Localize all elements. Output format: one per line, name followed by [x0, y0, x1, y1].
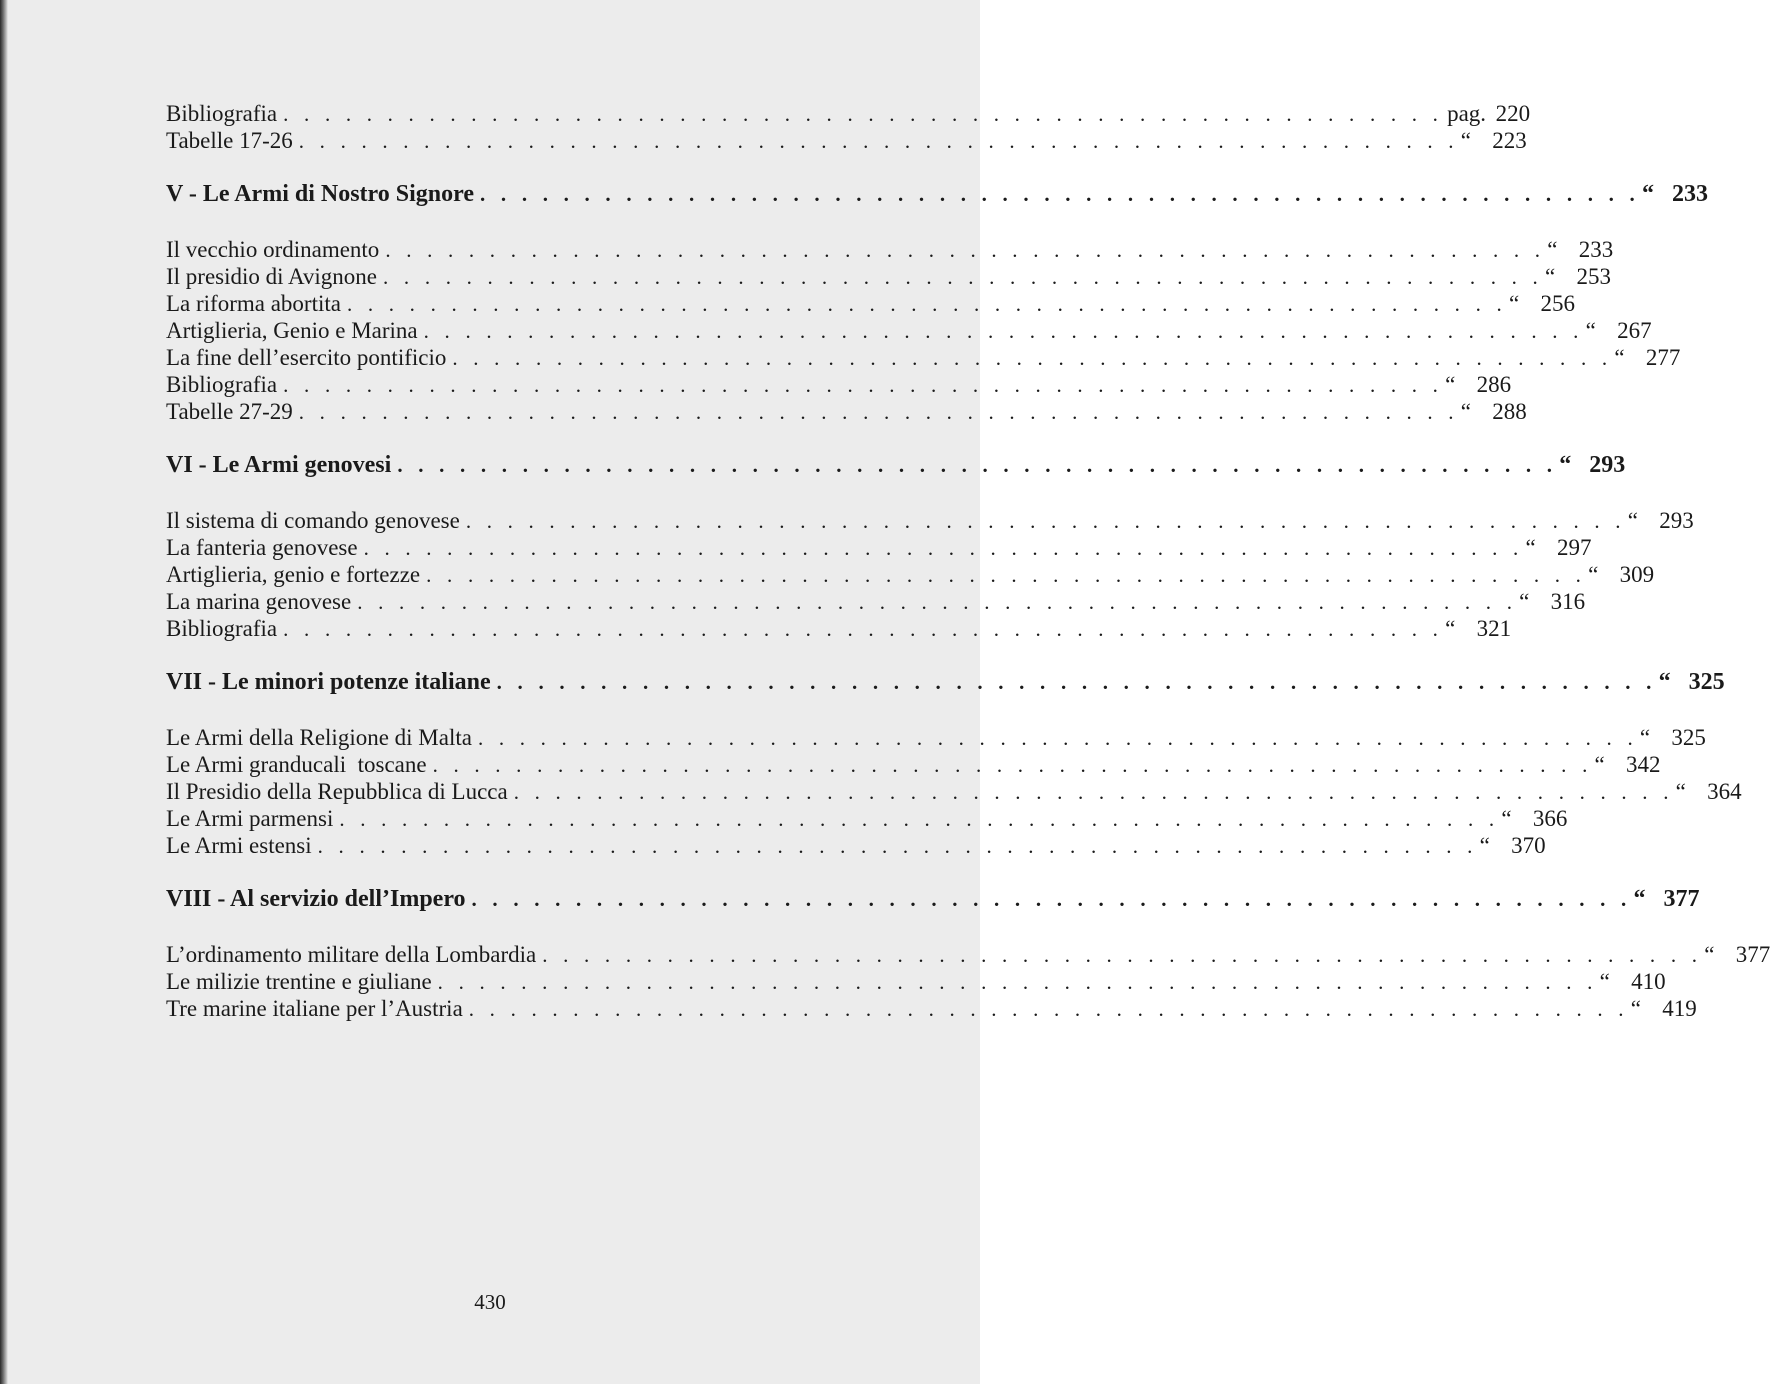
- page-number: 430: [474, 1290, 506, 1314]
- toc-entry: [166, 344, 1681, 371]
- toc-entry: [166, 100, 1531, 127]
- toc-entry-title: Bibliografia: [166, 101, 278, 126]
- chapter-page: 233: [1671, 181, 1708, 207]
- page-marker: pag.: [1447, 101, 1487, 126]
- chapter-page: 293: [1589, 452, 1626, 478]
- toc-entry-page: 277: [1645, 345, 1681, 370]
- toc-entry: [166, 588, 1586, 615]
- dot-leader: . . . . . . . . . . . . . . . . . . . . . . . . . . . . . . . . . . . . . . . . . . . . . . . . . . . . . . . .: [480, 182, 1640, 206]
- page-marker: “: [1614, 345, 1625, 370]
- dot-leader: . . . . . . . . . . . . . . . . . . . . . . . . . . . . . . . . . . . . . . . . . . . . . . . . . . . . . . . .: [383, 265, 1543, 289]
- table-of-contents: [166, 100, 1770, 1022]
- page-marker: “: [1599, 969, 1610, 994]
- toc-entry: [166, 724, 1706, 751]
- toc-entry: [166, 371, 1512, 398]
- toc-entry: [166, 263, 1611, 290]
- page-marker: “: [1594, 752, 1605, 777]
- toc-entry-page: 321: [1476, 616, 1512, 641]
- toc-entry-page: 419: [1662, 996, 1697, 1021]
- toc-entry-title: Il Presidio della Repubblica di Lucca: [166, 779, 508, 804]
- toc-entry-title: La fine dell’esercito pontificio: [166, 345, 447, 370]
- toc-entry-title: Bibliografia: [166, 616, 278, 641]
- dot-leader: . . . . . . . . . . . . . . . . . . . . . . . . . . . . . . . . . . . . . . . . . . . . . . . . . . . . . . . .: [471, 887, 1632, 911]
- page-marker: “: [1630, 996, 1641, 1021]
- page-marker: “: [1547, 237, 1558, 262]
- toc-entry-title: Il vecchio ordinamento: [166, 237, 380, 262]
- toc-entry-title: L’ordinamento militare della Lombardia: [166, 942, 537, 967]
- toc-entry-title: Bibliografia: [166, 372, 278, 397]
- toc-entry-title: Artiglieria, genio e fortezze: [166, 562, 421, 587]
- toc-entry-page: 223: [1492, 128, 1527, 153]
- dot-leader: . . . . . . . . . . . . . . . . . . . . . . . . . . . . . . . . . . . . . . . . . . . . . . . . . . . . . . . .: [437, 970, 1598, 994]
- toc-entry-title: Le Armi estensi: [166, 833, 312, 858]
- chapter-heading: [166, 450, 1626, 480]
- toc-entry-title: Le milizie trentine e giuliane: [166, 969, 432, 994]
- page-marker: “: [1501, 806, 1512, 831]
- toc-entry-title: Il sistema di comando genovese: [166, 508, 460, 533]
- toc-entry-page: 297: [1557, 535, 1592, 560]
- dot-leader: . . . . . . . . . . . . . . . . . . . . . . . . . . . . . . . . . . . . . . . . . . . . . . . . . . . . . . . .: [385, 238, 1546, 262]
- toc-entry-page: 293: [1659, 508, 1694, 533]
- toc-entry-page: 288: [1492, 399, 1527, 424]
- chapter-title: V - Le Armi di Nostro Signore: [166, 181, 475, 207]
- dot-leader: . . . . . . . . . . . . . . . . . . . . . . . . . . . . . . . . . . . . . . . . . . . . . . . . . . . . . . . .: [339, 807, 1500, 831]
- dot-leader: . . . . . . . . . . . . . . . . . . . . . . . . . . . . . . . . . . . . . . . . . . . . . . . . . . . . . . . .: [542, 943, 1703, 967]
- dot-leader: . . . . . . . . . . . . . . . . . . . . . . . . . . . . . . . . . . . . . . . . . . . . . . . . . . . . . . . .: [432, 753, 1593, 777]
- toc-entry: [166, 805, 1568, 832]
- page-marker: “: [1658, 669, 1671, 695]
- dot-leader: . . . . . . . . . . . . . . . . . . . . . . . . . . . . . . . . . . . . . . . . . . . . . . . . . . . . . . . .: [513, 780, 1674, 804]
- dot-leader: . . . . . . . . . . . . . . . . . . . . . . . . . . . . . . . . . . . . . . . . . . . . . . . . . . . . . . . .: [423, 319, 1584, 343]
- toc-entry-title: La fanteria genovese: [166, 535, 358, 560]
- toc-entry: [166, 941, 1770, 968]
- toc-entry-page: 309: [1619, 562, 1655, 587]
- dot-leader: . . . . . . . . . . . . . . . . . . . . . . . . . . . . . . . . . . . . . . . . . . . . . . . . . . . . . . . .: [283, 373, 1444, 397]
- toc-entry: [166, 317, 1652, 344]
- dot-leader: . . . . . . . . . . . . . . . . . . . . . . . . . . . . . . . . . . . . . . . . . . . . . . . . . . . . . . . .: [317, 834, 1478, 858]
- page-marker: “: [1445, 372, 1456, 397]
- page-marker: “: [1639, 725, 1651, 750]
- toc-entry-title: Le Armi granducali toscane: [166, 752, 427, 777]
- toc-entry-page: 253: [1576, 264, 1611, 289]
- toc-entry-page: 364: [1707, 779, 1742, 804]
- toc-entry-title: La marina genovese: [166, 589, 352, 614]
- dot-leader: . . . . . . . . . . . . . . . . . . . . . . . . . . . . . . . . . . . . . . . . . . . . . . . . . . . . . . . .: [477, 726, 1638, 750]
- toc-entry: [166, 561, 1655, 588]
- toc-entry-page: 342: [1626, 752, 1661, 777]
- page-marker: “: [1675, 779, 1686, 804]
- chapter-title: VII - Le minori potenze italiane: [166, 669, 491, 695]
- toc-entry-page: 366: [1532, 806, 1568, 831]
- binding-edge: [0, 0, 8, 1384]
- page-marker: “: [1460, 128, 1471, 153]
- page-marker: “: [1588, 562, 1599, 587]
- dot-leader: . . . . . . . . . . . . . . . . . . . . . . . . . . . . . . . . . . . . . . . . . . . . . . . . . . . . . . . .: [465, 509, 1626, 533]
- toc-entry-title: Le Armi della Religione di Malta: [166, 725, 472, 750]
- toc-entry: [166, 290, 1575, 317]
- dot-leader: . . . . . . . . . . . . . . . . . . . . . . . . . . . . . . . . . . . . . . . . . . . . . . . . . . . . . . . .: [283, 617, 1444, 641]
- chapter-heading: [166, 884, 1700, 914]
- dot-leader: . . . . . . . . . . . . . . . . . . . . . . . . . . . . . . . . . . . . . . . . . . . . . . . . . . . . . . . .: [298, 400, 1459, 424]
- toc-entry: [166, 236, 1614, 263]
- chapter-title: VIII - Al servizio dell’Impero: [166, 886, 466, 912]
- page-marker: “: [1525, 535, 1536, 560]
- chapter-page: 325: [1688, 669, 1725, 695]
- dot-leader: . . . . . . . . . . . . . . . . . . . . . . . . . . . . . . . . . . . . . . . . . . . . . . . . . . . . . . . .: [397, 453, 1558, 477]
- page-marker: “: [1544, 264, 1556, 289]
- page-marker: “: [1460, 399, 1471, 424]
- toc-entry-title: Tabelle 17-26: [166, 128, 293, 153]
- page-marker: “: [1641, 181, 1654, 207]
- page-marker: “: [1559, 452, 1572, 478]
- dot-leader: . . . . . . . . . . . . . . . . . . . . . . . . . . . . . . . . . . . . . . . . . . . . . . . . . . . . . . . .: [363, 536, 1524, 560]
- page-marker: “: [1633, 886, 1646, 912]
- toc-entry-page: 410: [1631, 969, 1666, 994]
- page-marker: “: [1508, 291, 1520, 316]
- page-marker: “: [1704, 942, 1715, 967]
- chapter-heading: [166, 667, 1725, 697]
- toc-entry-title: Il presidio di Avignone: [166, 264, 378, 289]
- toc-entry-page: 286: [1476, 372, 1512, 397]
- chapter-heading: [166, 179, 1708, 209]
- chapter-page: 377: [1663, 886, 1700, 912]
- dot-leader: . . . . . . . . . . . . . . . . . . . . . . . . . . . . . . . . . . . . . . . . . . . . . . . . . . . . . . . .: [357, 590, 1518, 614]
- dot-leader: . . . . . . . . . . . . . . . . . . . . . . . . . . . . . . . . . . . . . . . . . . . . . . . . . . . . . . . .: [426, 563, 1587, 587]
- toc-entry-title: Tabelle 27-29: [166, 399, 293, 424]
- toc-entry-page: 377: [1735, 942, 1770, 967]
- toc-entry: [166, 534, 1592, 561]
- toc-entry: [166, 507, 1694, 534]
- dot-leader: . . . . . . . . . . . . . . . . . . . . . . . . . . . . . . . . . . . . . . . . . . . . . . . . . . . . . . . .: [346, 292, 1507, 316]
- toc-entry-page: 316: [1550, 589, 1586, 614]
- toc-entry: [166, 398, 1527, 425]
- toc-entry: [166, 832, 1546, 859]
- dot-leader: . . . . . . . . . . . . . . . . . . . . . . . . . . . . . . . . . . . . . . . . . . . . . . . . . . . . . . . .: [452, 346, 1613, 370]
- toc-entry-page: 256: [1540, 291, 1575, 316]
- page-marker: “: [1445, 616, 1456, 641]
- toc-entry-title: La riforma abortita: [166, 291, 341, 316]
- toc-entry: [166, 968, 1666, 995]
- page-marker: “: [1479, 833, 1490, 858]
- toc-entry-page: 233: [1578, 237, 1614, 262]
- page-marker: “: [1585, 318, 1596, 343]
- chapter-title: VI - Le Armi genovesi: [166, 452, 392, 478]
- page-marker: “: [1627, 508, 1638, 533]
- toc-entry-title: Tre marine italiane per l’Austria: [166, 996, 463, 1021]
- page-marker: “: [1519, 589, 1530, 614]
- toc-entry: [166, 127, 1527, 154]
- dot-leader: . . . . . . . . . . . . . . . . . . . . . . . . . . . . . . . . . . . . . . . . . . . . . . . . . . . . . . . .: [496, 670, 1657, 694]
- toc-entry-page: 267: [1617, 318, 1652, 343]
- toc-entry-title: Le Armi parmensi: [166, 806, 334, 831]
- toc-entry-page: 370: [1511, 833, 1546, 858]
- dot-leader: . . . . . . . . . . . . . . . . . . . . . . . . . . . . . . . . . . . . . . . . . . . . . . . . . . . . . . . .: [298, 129, 1459, 153]
- toc-entry: [166, 751, 1661, 778]
- dot-leader: . . . . . . . . . . . . . . . . . . . . . . . . . . . . . . . . . . . . . . . . . . . . . . . . . . . . . . . .: [468, 997, 1629, 1021]
- toc-entry: [166, 995, 1697, 1022]
- toc-entry-title: Artiglieria, Genio e Marina: [166, 318, 418, 343]
- dot-leader: . . . . . . . . . . . . . . . . . . . . . . . . . . . . . . . . . . . . . . . . . . . . . . . . . . . . . . . .: [283, 102, 1444, 126]
- toc-entry-page: 220: [1495, 101, 1531, 126]
- toc-entry: [166, 615, 1512, 642]
- toc-entry-page: 325: [1671, 725, 1706, 750]
- toc-entry: [166, 778, 1742, 805]
